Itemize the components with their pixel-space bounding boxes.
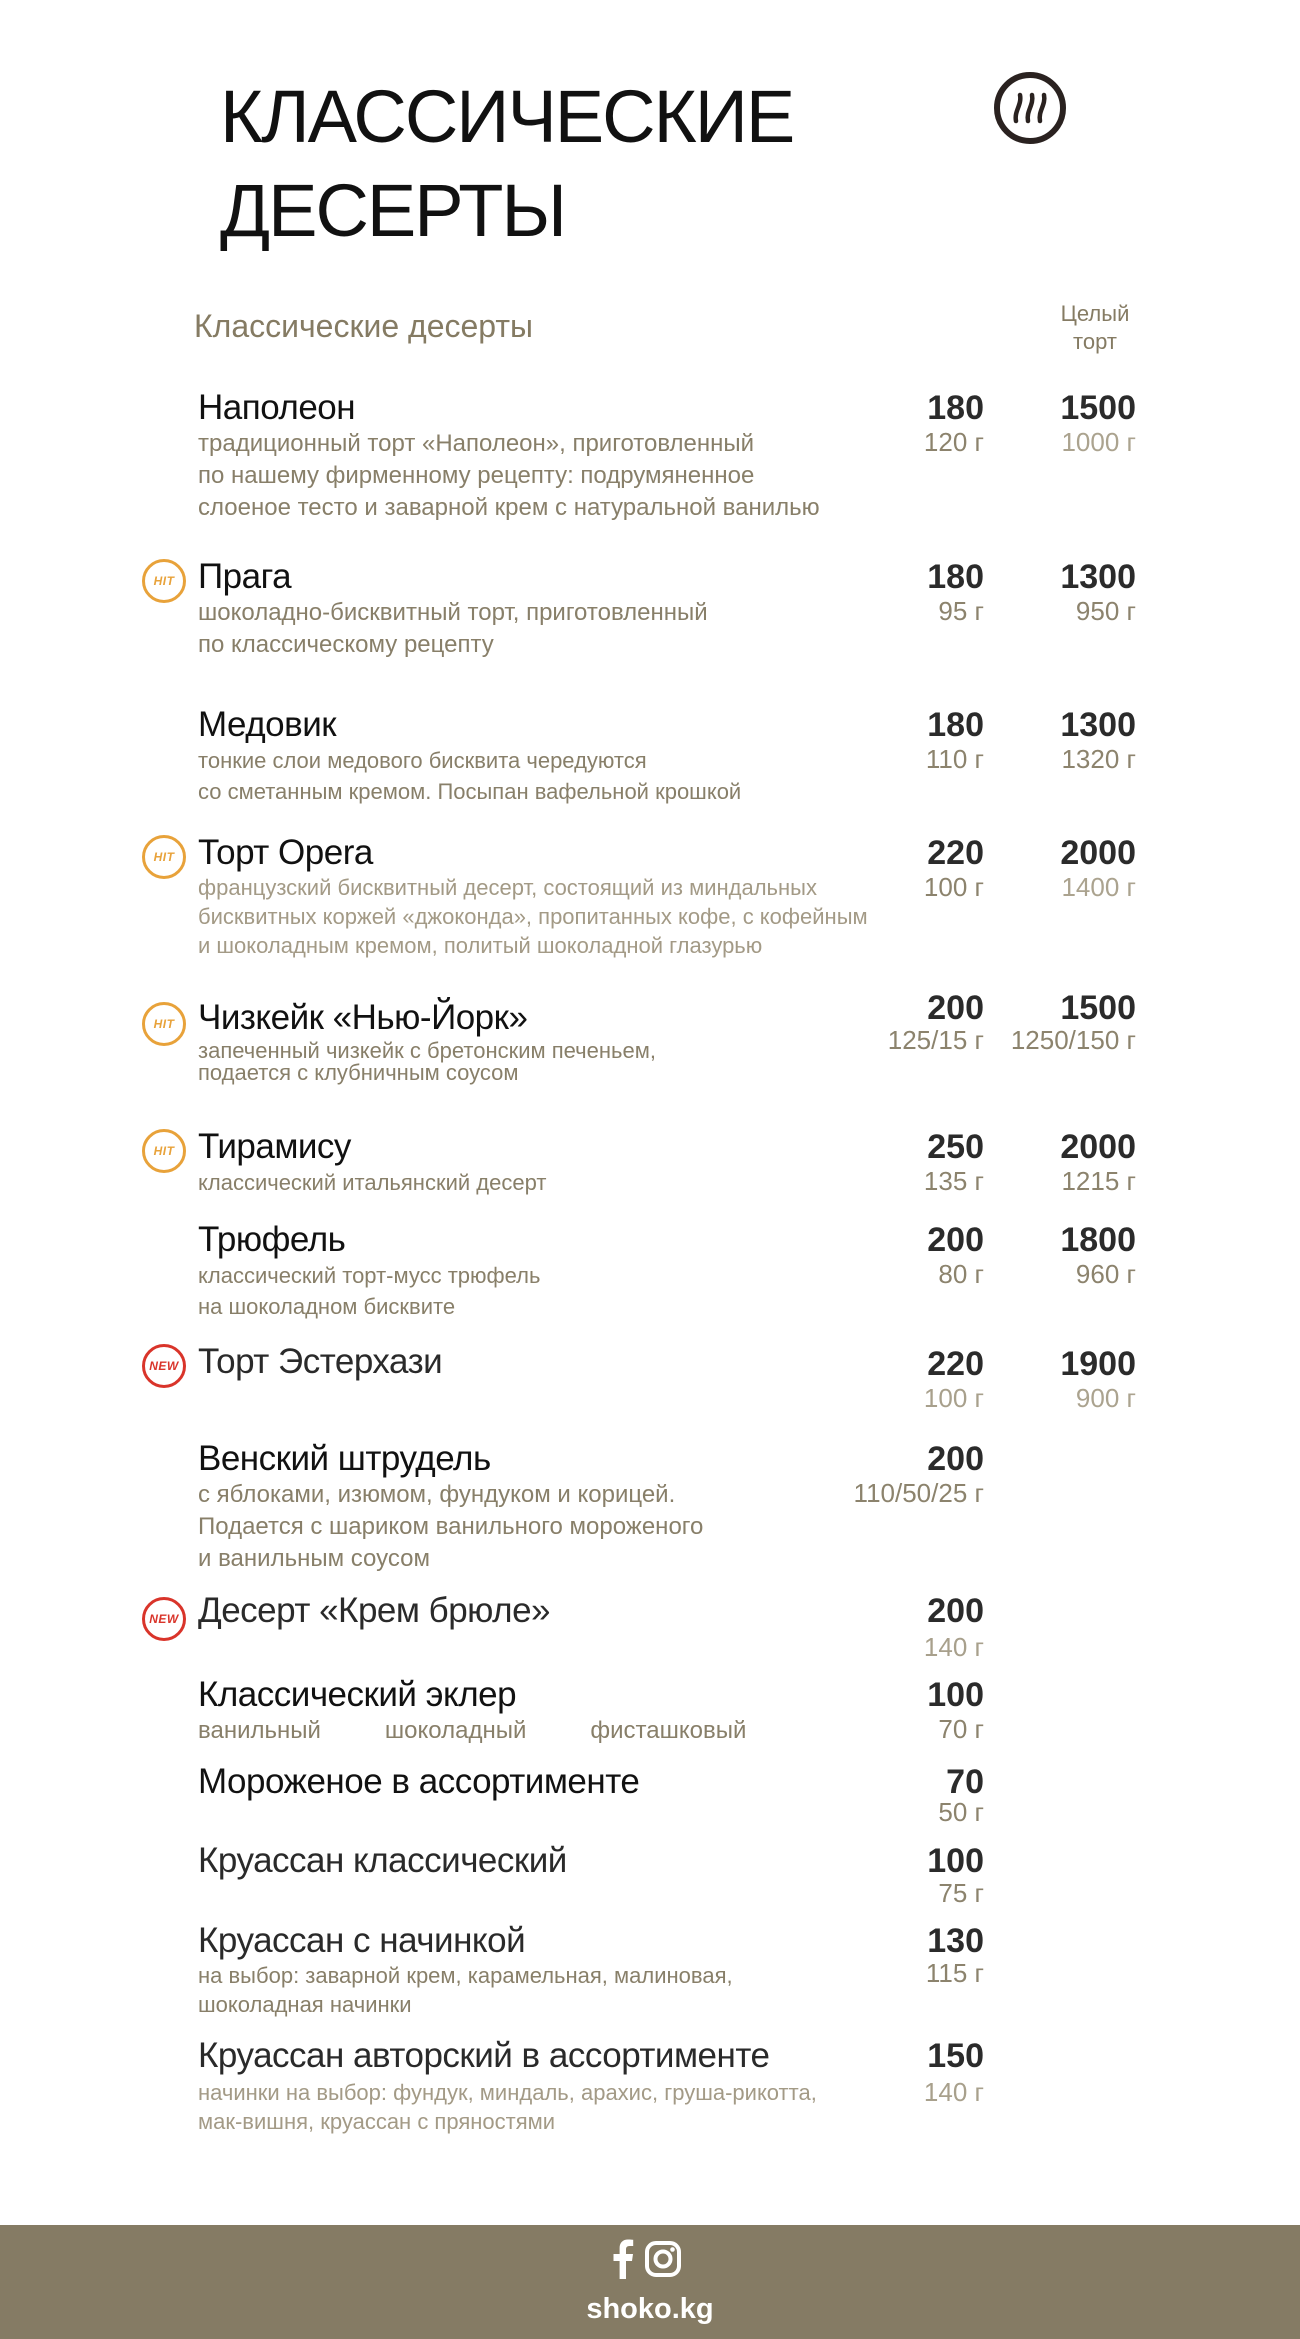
variant-pistachio: фисташковый: [590, 1717, 747, 1744]
hit-badge-icon: HIT: [142, 835, 186, 879]
hit-badge-icon: HIT: [142, 1002, 186, 1046]
whole-cake-price: 1500: [1060, 389, 1136, 427]
whole-cake-weight: 1215 г: [1061, 1166, 1136, 1196]
whole-cake-header: Целый торт: [1060, 301, 1130, 354]
item-name: Круассан авторский в ассортименте: [198, 2036, 770, 2075]
item-price: 220: [927, 1345, 984, 1383]
item-name: Мороженое в ассортименте: [198, 1762, 640, 1801]
item-description: классический итальянский десерт: [198, 1170, 547, 1195]
item-description: французский бисквитный десерт, состоящий из миндальных бисквитных коржей «джоконда», пропитанных кофе, с кофейным и шоколадным кремом, политый шоколадной глазурью: [198, 875, 868, 958]
item-name: Медовик: [198, 705, 337, 744]
item-weight: 75 г: [938, 1878, 984, 1908]
item-price: 180: [927, 706, 984, 744]
whole-cake-weight: 1250/150 г: [1010, 1025, 1136, 1055]
item-weight: 50 г: [938, 1797, 984, 1827]
item-description: с яблоками, изюмом, фундуком и корицей. Подается с шариком ванильного мороженого и ванильным соусом: [198, 1481, 704, 1572]
item-description: начинки на выбор: фундук, миндаль, арахис, груша-рикотта, мак-вишня, круассан с пряностями: [198, 2080, 817, 2134]
new-badge-icon: NEW: [142, 1344, 186, 1388]
section-title: Классические десерты: [194, 308, 534, 344]
page-title-line1: КЛАССИЧЕСКИЕ: [220, 75, 794, 158]
item-price: 180: [927, 389, 984, 427]
whole-cake-price: 2000: [1060, 1128, 1136, 1166]
item-price: 130: [927, 1922, 984, 1960]
item-price: 150: [927, 2037, 984, 2075]
hit-badge-icon: HIT: [142, 1129, 186, 1173]
item-weight: 70 г: [938, 1714, 984, 1744]
item-price: 70: [946, 1763, 984, 1801]
item-name: Десерт «Крем брюле»: [198, 1591, 551, 1630]
item-name: Классический эклер: [198, 1675, 517, 1714]
item-description: традиционный торт «Наполеон», приготовленный по нашему фирменному рецепту: подрумяненное слоеное тесто и заварной крем с натуральной ванилью: [198, 430, 820, 521]
item-weight: 100 г: [923, 872, 984, 902]
item-price: 200: [927, 1592, 984, 1630]
item-name: Чизкейк «Нью-Йорк»: [198, 998, 528, 1037]
item-description: шоколадно-бисквитный торт, приготовленный по классическому рецепту: [198, 599, 708, 658]
whole-cake-price: 2000: [1060, 834, 1136, 872]
whole-cake-weight: 960 г: [1075, 1259, 1136, 1289]
whole-cake-price: 1800: [1060, 1221, 1136, 1259]
item-price: 200: [927, 1221, 984, 1259]
item-price: 100: [927, 1676, 984, 1714]
item-name: Венский штрудель: [198, 1439, 491, 1478]
item-weight: 80 г: [938, 1259, 984, 1289]
new-badge-icon: NEW: [142, 1597, 186, 1641]
whole-cake-weight: 950 г: [1075, 596, 1136, 626]
whole-cake-weight: 1320 г: [1061, 744, 1136, 774]
item-weight: 110 г: [925, 744, 984, 774]
whole-cake-price: 1300: [1060, 558, 1136, 596]
whole-cake-weight: 900 г: [1075, 1383, 1136, 1413]
hit-badge-icon: HIT: [142, 559, 186, 603]
item-name: Круассан классический: [198, 1841, 567, 1880]
item-name: Прага: [198, 557, 292, 596]
variant-chocolate: шоколадный: [384, 1717, 527, 1744]
item-price: 220: [927, 834, 984, 872]
whole-cake-weight: 1400 г: [1061, 872, 1136, 902]
item-price: 200: [927, 1440, 984, 1478]
item-name: Торт Opera: [198, 833, 373, 872]
item-description: запеченный чизкейк с бретонским печеньем, подается с клубничным соусом: [198, 1038, 656, 1085]
social-links: [612, 2239, 682, 2284]
item-name: Наполеон: [198, 388, 356, 427]
whole-cake-price: 1300: [1060, 706, 1136, 744]
item-name: Трюфель: [198, 1220, 346, 1259]
facebook-icon[interactable]: [612, 2239, 634, 2284]
item-name: Торт Эстерхази: [198, 1342, 443, 1381]
item-description: тонкие слои медового бисквита чередуются со сметанным кремом. Посыпан вафельной крошкой: [198, 748, 742, 804]
website-link[interactable]: shoko.kg: [586, 2293, 714, 2325]
item-weight: 140 г: [923, 1632, 984, 1662]
item-weight: 100 г: [923, 1383, 984, 1413]
item-description: на выбор: заварной крем, карамельная, малиновая, шоколадная начинки: [198, 1963, 733, 2017]
item-price: 180: [927, 558, 984, 596]
whole-cake-weight: 1000 г: [1061, 427, 1136, 457]
item-weight: 140 г: [923, 2077, 984, 2107]
item-variants: [198, 1715, 810, 1747]
whole-cake-price: 1500: [1060, 989, 1136, 1027]
item-price: 200: [927, 989, 984, 1027]
item-weight: 120 г: [923, 427, 984, 457]
instagram-icon[interactable]: [644, 2240, 682, 2283]
item-price: 100: [927, 1842, 984, 1880]
item-weight: 95 г: [938, 596, 984, 626]
brand-logo-icon: [994, 72, 1066, 144]
item-price: 250: [927, 1128, 984, 1166]
whole-cake-price: 1900: [1060, 1345, 1136, 1383]
page-title: [220, 70, 793, 258]
item-weight: 115 г: [925, 1958, 984, 1988]
page-title-line2: ДЕСЕРТЫ: [220, 169, 566, 252]
item-name: Круассан с начинкой: [198, 1921, 526, 1960]
item-name: Тирамису: [198, 1127, 351, 1166]
item-description: классический торт-мусс трюфель на шоколадном бисквите: [198, 1263, 541, 1319]
footer-bar: [0, 2225, 1300, 2339]
item-weight: 110/50/25 г: [853, 1478, 984, 1508]
variant-vanilla: ванильный: [198, 1717, 321, 1744]
item-weight: 125/15 г: [887, 1025, 984, 1055]
item-weight: 135 г: [923, 1166, 984, 1196]
